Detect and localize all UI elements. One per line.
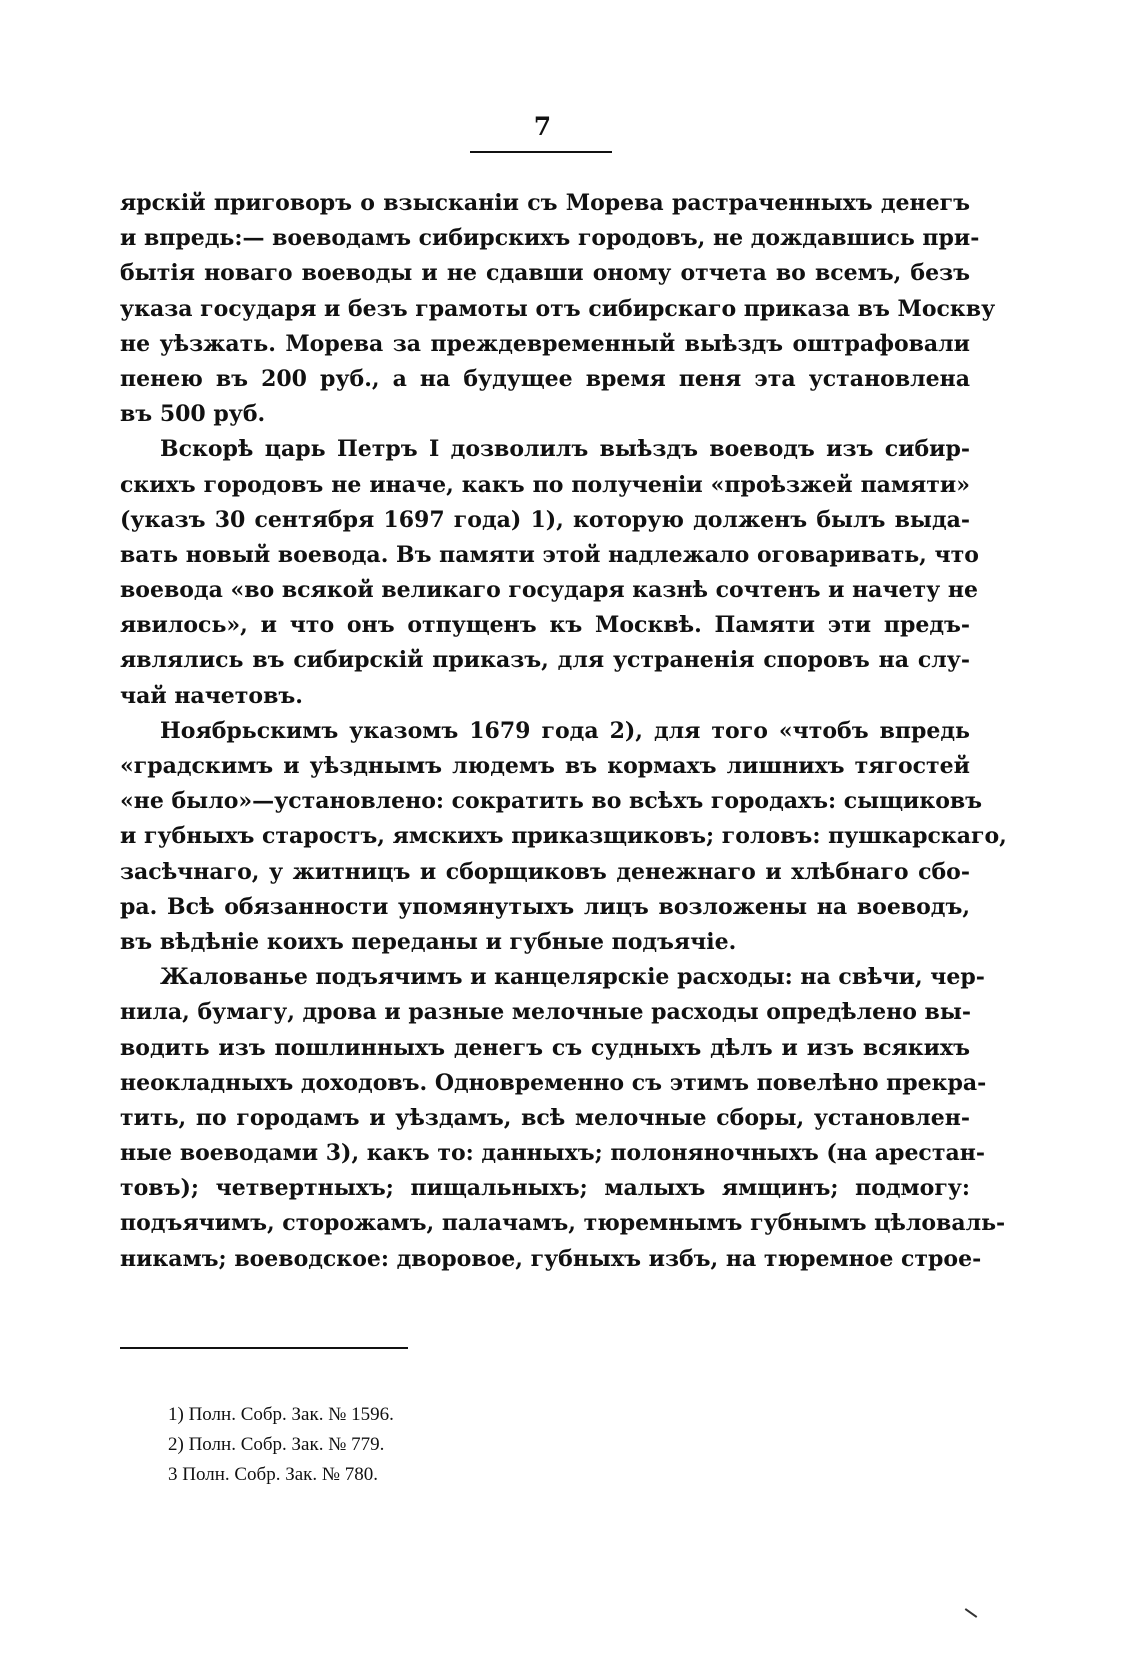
- page-number-rule: [470, 151, 612, 153]
- footnote-rule: [120, 1347, 408, 1349]
- body-line: «градскимъ и уѣзднымъ людемъ въ кормахъ лишнихъ тягостей: [120, 753, 970, 779]
- body-line: указа государя и безъ грамоты отъ сибирскаго приказа въ Москву: [120, 295, 996, 322]
- body-line: въ 500 руб.: [120, 401, 266, 428]
- body-line: подъячимъ, сторожамъ, палачамъ, тюремнымъ губнымъ цѣловаль-: [120, 1210, 1006, 1237]
- body-line: тить, по городамъ и уѣздамъ, всѣ мелочные сборы, установлен-: [120, 1104, 970, 1131]
- body-line: ные воеводами 3), какъ то: данныхъ; полоняночныхъ (на арестан-: [120, 1140, 985, 1167]
- body-line: и впредь:— воеводамъ сибирскихъ городовъ, не дождавшись при-: [120, 225, 980, 252]
- page-number: 7: [533, 112, 552, 141]
- body-line: и губныхъ старостъ, ямскихъ приказщиковъ; головъ: пушкарскаго,: [120, 823, 1007, 850]
- stray-mark: [965, 1608, 978, 1618]
- body-line: воевода «во всякой великаго государя казнѣ сочтенъ и начету не: [120, 577, 979, 604]
- body-line: ярскій приговоръ о взысканіи съ Морева растраченныхъ денегъ: [120, 190, 970, 216]
- body-line: неокладныхъ доходовъ. Одновременно съ этимъ повелѣно прекра-: [120, 1069, 987, 1096]
- body-line: Вскорѣ царь Петръ I дозволилъ выѣздъ воеводъ изъ сибир-: [160, 436, 970, 463]
- footnotes: [168, 1400, 394, 1490]
- body-line: «не было»—установлено: сократить во всѣхъ городахъ: сыщиковъ: [120, 788, 983, 815]
- body-text: [120, 186, 1007, 1277]
- body-line: Жалованье подъячимъ и канцелярскіе расходы: на свѣчи, чер-: [160, 964, 985, 991]
- body-line: Ноябрьскимъ указомъ 1679 года 2), для того «чтобъ впредь: [160, 717, 970, 744]
- body-line: засѣчнаго, у житницъ и сборщиковъ денежнаго и хлѣбнаго сбо-: [120, 858, 970, 885]
- body-line: бытія новаго воеводы и не сдавши оному отчета во всемъ, безъ: [120, 260, 970, 287]
- body-line: никамъ; воеводское: дворовое, губныхъ избъ, на тюремное строе-: [120, 1245, 982, 1272]
- body-line: пенею въ 200 руб., а на будущее время пеня эта установлена: [120, 365, 970, 392]
- body-line: нила, бумагу, дрова и разные мелочные расходы опредѣлено вы-: [120, 999, 972, 1026]
- body-line: скихъ городовъ не иначе, какъ по полученіи «проѣзжей памяти»: [120, 471, 970, 498]
- footnote: 3 Полн. Собр. Зак. № 780.: [168, 1464, 379, 1485]
- body-line: вать новый воевода. Въ памяти этой надлежало оговаривать, что: [120, 541, 979, 568]
- footnote: 1) Полн. Собр. Зак. № 1596.: [168, 1404, 394, 1425]
- body-line: чай начетовъ.: [120, 682, 303, 709]
- footnote: 2) Полн. Собр. Зак. № 779.: [168, 1434, 385, 1455]
- body-line: являлись въ сибирскій приказъ, для устраненія споровъ на слу-: [120, 647, 970, 674]
- body-line: явилось», и что онъ отпущенъ къ Москвѣ. Памяти эти предъ-: [120, 612, 970, 639]
- body-line: не уѣзжать. Морева за преждевременный выѣздъ оштрафовали: [120, 330, 970, 357]
- body-line: (указъ 30 сентября 1697 года) 1), которую долженъ былъ выда-: [120, 506, 970, 533]
- body-line: ра. Всѣ обязанности упомянутыхъ лицъ возложены на воеводъ,: [120, 893, 970, 920]
- body-line: водить изъ пошлинныхъ денегъ съ судныхъ дѣлъ и изъ всякихъ: [120, 1034, 970, 1061]
- body-line: въ вѣдѣніе коихъ переданы и губные подъячіе.: [120, 928, 737, 955]
- body-line: товъ); четвертныхъ; пищальныхъ; малыхъ ямщинъ; подмогу:: [120, 1175, 970, 1202]
